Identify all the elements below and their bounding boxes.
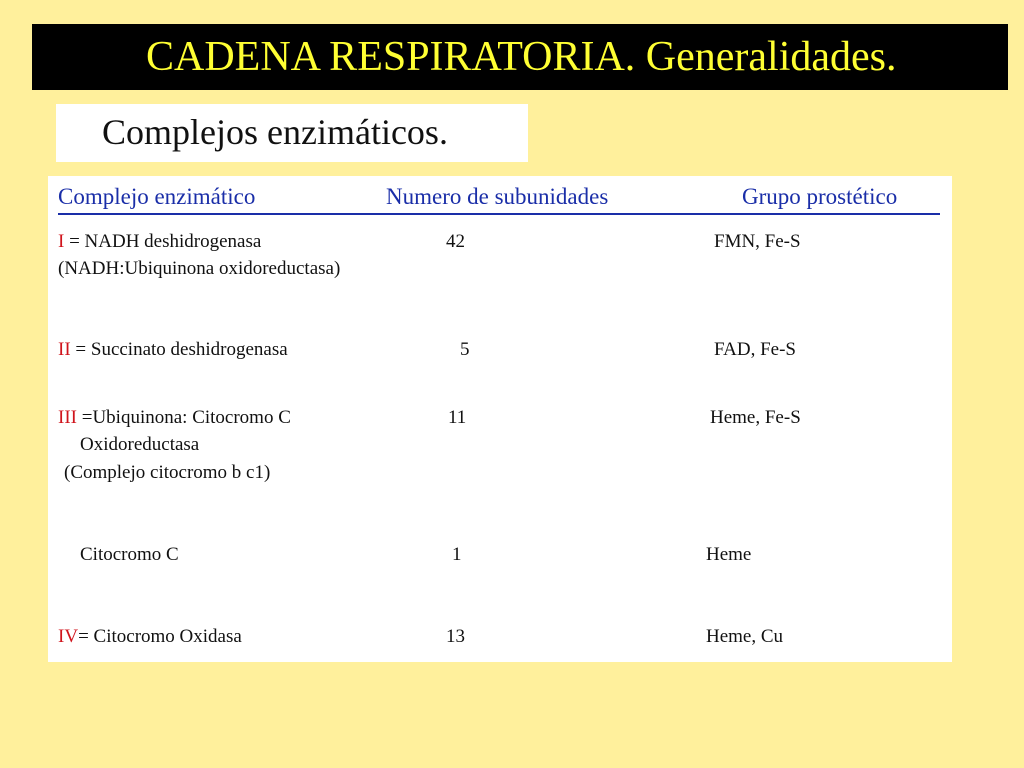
prosthetic-group-value: FMN, Fe-S bbox=[714, 231, 801, 252]
header-complejo: Complejo enzimático bbox=[58, 184, 256, 209]
prosthetic-group-value: Heme, Cu bbox=[706, 626, 784, 647]
subunits-value: 11 bbox=[448, 407, 467, 428]
table-row-complex-iii bbox=[58, 405, 291, 431]
title-bar bbox=[32, 24, 1008, 90]
complex-name: = NADH deshidrogenasa bbox=[64, 231, 262, 252]
table-row-complex-ii bbox=[58, 337, 288, 363]
subunits-value: 13 bbox=[446, 626, 465, 647]
subunits-value: 5 bbox=[460, 339, 470, 360]
slide-subtitle: Complejos enzimáticos. bbox=[102, 112, 448, 152]
prosthetic-group-value: Heme, Fe-S bbox=[710, 407, 801, 428]
complex-name: = Citocromo Oxidasa bbox=[78, 626, 242, 647]
slide-title: CADENA RESPIRATORIA. Generalidades. bbox=[146, 34, 897, 80]
subtitle-box bbox=[56, 104, 528, 162]
complexes-table bbox=[48, 176, 952, 662]
subunits-value: 1 bbox=[452, 544, 462, 565]
complex-detail: (Complejo citocromo b c1) bbox=[64, 462, 271, 483]
prosthetic-group-value: Heme bbox=[706, 544, 752, 565]
table-row-citocromo-c: Citocromo C bbox=[80, 544, 179, 565]
header-grupo: Grupo prostético bbox=[742, 184, 898, 209]
table-row-complex-i bbox=[58, 229, 261, 255]
complex-detail: (NADH:Ubiquinona oxidoreductasa) bbox=[58, 258, 341, 279]
complex-detail: Oxidoreductasa bbox=[80, 434, 200, 455]
complex-name: = Succinato deshidrogenasa bbox=[70, 339, 288, 360]
prosthetic-group-value: FAD, Fe-S bbox=[714, 339, 796, 360]
header-divider bbox=[58, 213, 940, 215]
roman-numeral: I bbox=[58, 231, 65, 252]
header-subunidades: Numero de subunidades bbox=[386, 184, 609, 209]
roman-numeral: III bbox=[58, 407, 77, 428]
roman-numeral: IV bbox=[58, 626, 79, 647]
subunits-value: 42 bbox=[446, 231, 465, 252]
roman-numeral: II bbox=[58, 339, 71, 360]
table-row-complex-iv bbox=[58, 624, 242, 650]
complex-name: =Ubiquinona: Citocromo C bbox=[76, 407, 291, 428]
